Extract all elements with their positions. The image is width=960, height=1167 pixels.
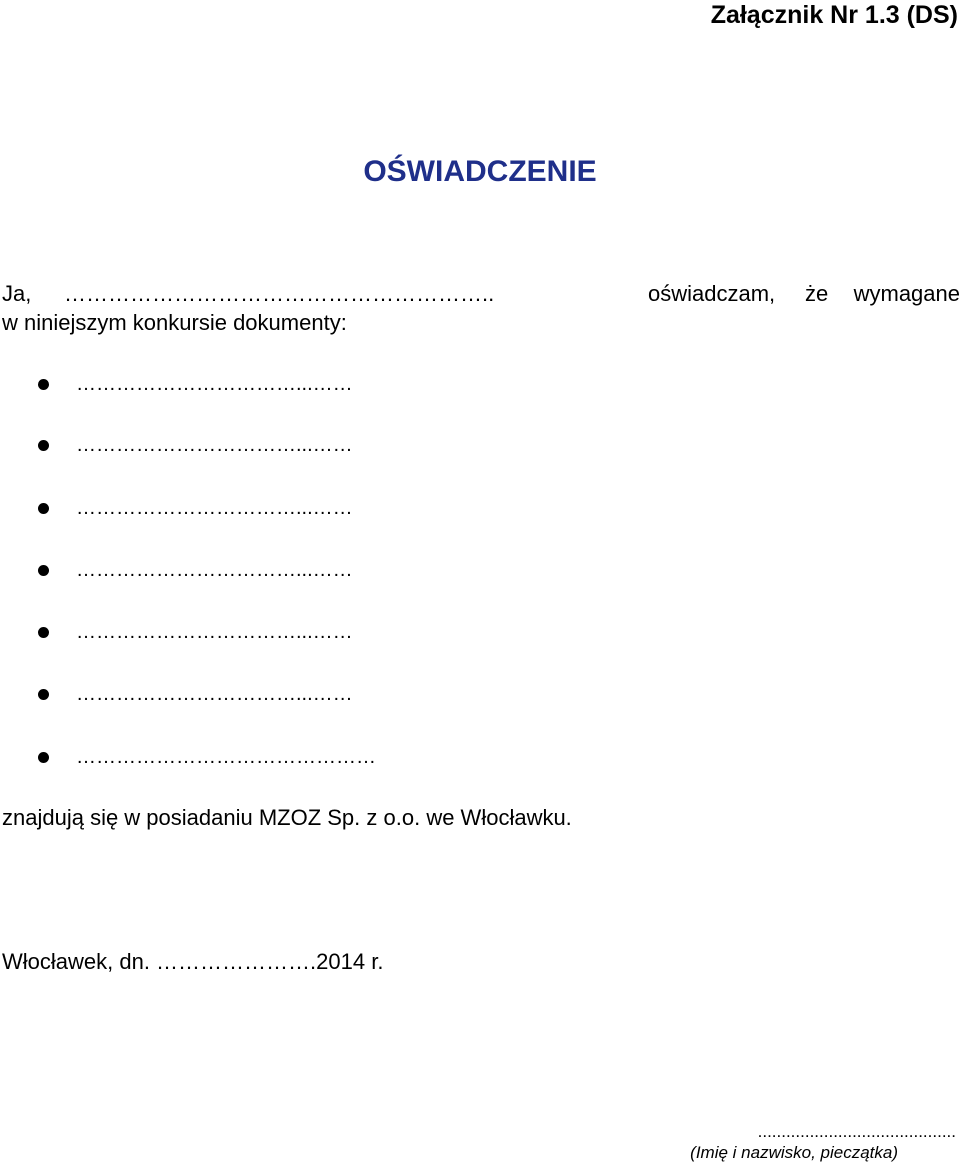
bullet-icon <box>38 503 49 514</box>
list-item <box>0 743 600 771</box>
signature-caption: (Imię i nazwisko, pieczątka) <box>690 1143 898 1162</box>
list-item <box>0 556 600 584</box>
statement-word-2: że <box>805 281 829 306</box>
possession-statement: znajdują się w posiadaniu MZOZ Sp. z o.o. we Włocławku. <box>2 805 572 830</box>
statement-word-1: oświadczam, <box>648 281 776 306</box>
list-item <box>0 494 600 522</box>
bullet-icon <box>38 627 49 638</box>
list-item <box>0 680 600 708</box>
bullet-icon <box>38 565 49 576</box>
document-placeholder: ……………………………...…… <box>76 434 353 456</box>
document-placeholder: ……………………………...…… <box>76 683 353 705</box>
document-placeholder: ……………………………………… <box>76 746 376 768</box>
name-placeholder: ………………………………………………….. <box>64 281 495 306</box>
bullet-icon <box>38 689 49 700</box>
signature-line: .......................................... <box>757 1122 956 1141</box>
declaration-line-1 <box>2 280 960 308</box>
document-placeholder: ……………………………...…… <box>76 621 353 643</box>
annex-label: Załącznik Nr 1.3 (DS) <box>710 1 958 29</box>
document-placeholder: ……………………………...…… <box>76 559 353 581</box>
list-item <box>0 431 600 459</box>
declaration-line-2: w niniejszym konkursie dokumenty: <box>2 310 347 335</box>
declaration-intro: Ja, <box>2 281 32 306</box>
document-placeholder: ……………………………...…… <box>76 373 353 395</box>
bullet-icon <box>38 440 49 451</box>
place-and-date: Włocławek, dn. ………………….2014 r. <box>2 949 384 974</box>
list-item <box>0 618 600 646</box>
bullet-icon <box>38 752 49 763</box>
bullet-icon <box>38 379 49 390</box>
statement-word-3: wymagane <box>853 281 960 306</box>
document-placeholder: ……………………………...…… <box>76 497 353 519</box>
list-item <box>0 370 600 398</box>
document-title: OŚWIADCZENIE <box>363 155 597 188</box>
